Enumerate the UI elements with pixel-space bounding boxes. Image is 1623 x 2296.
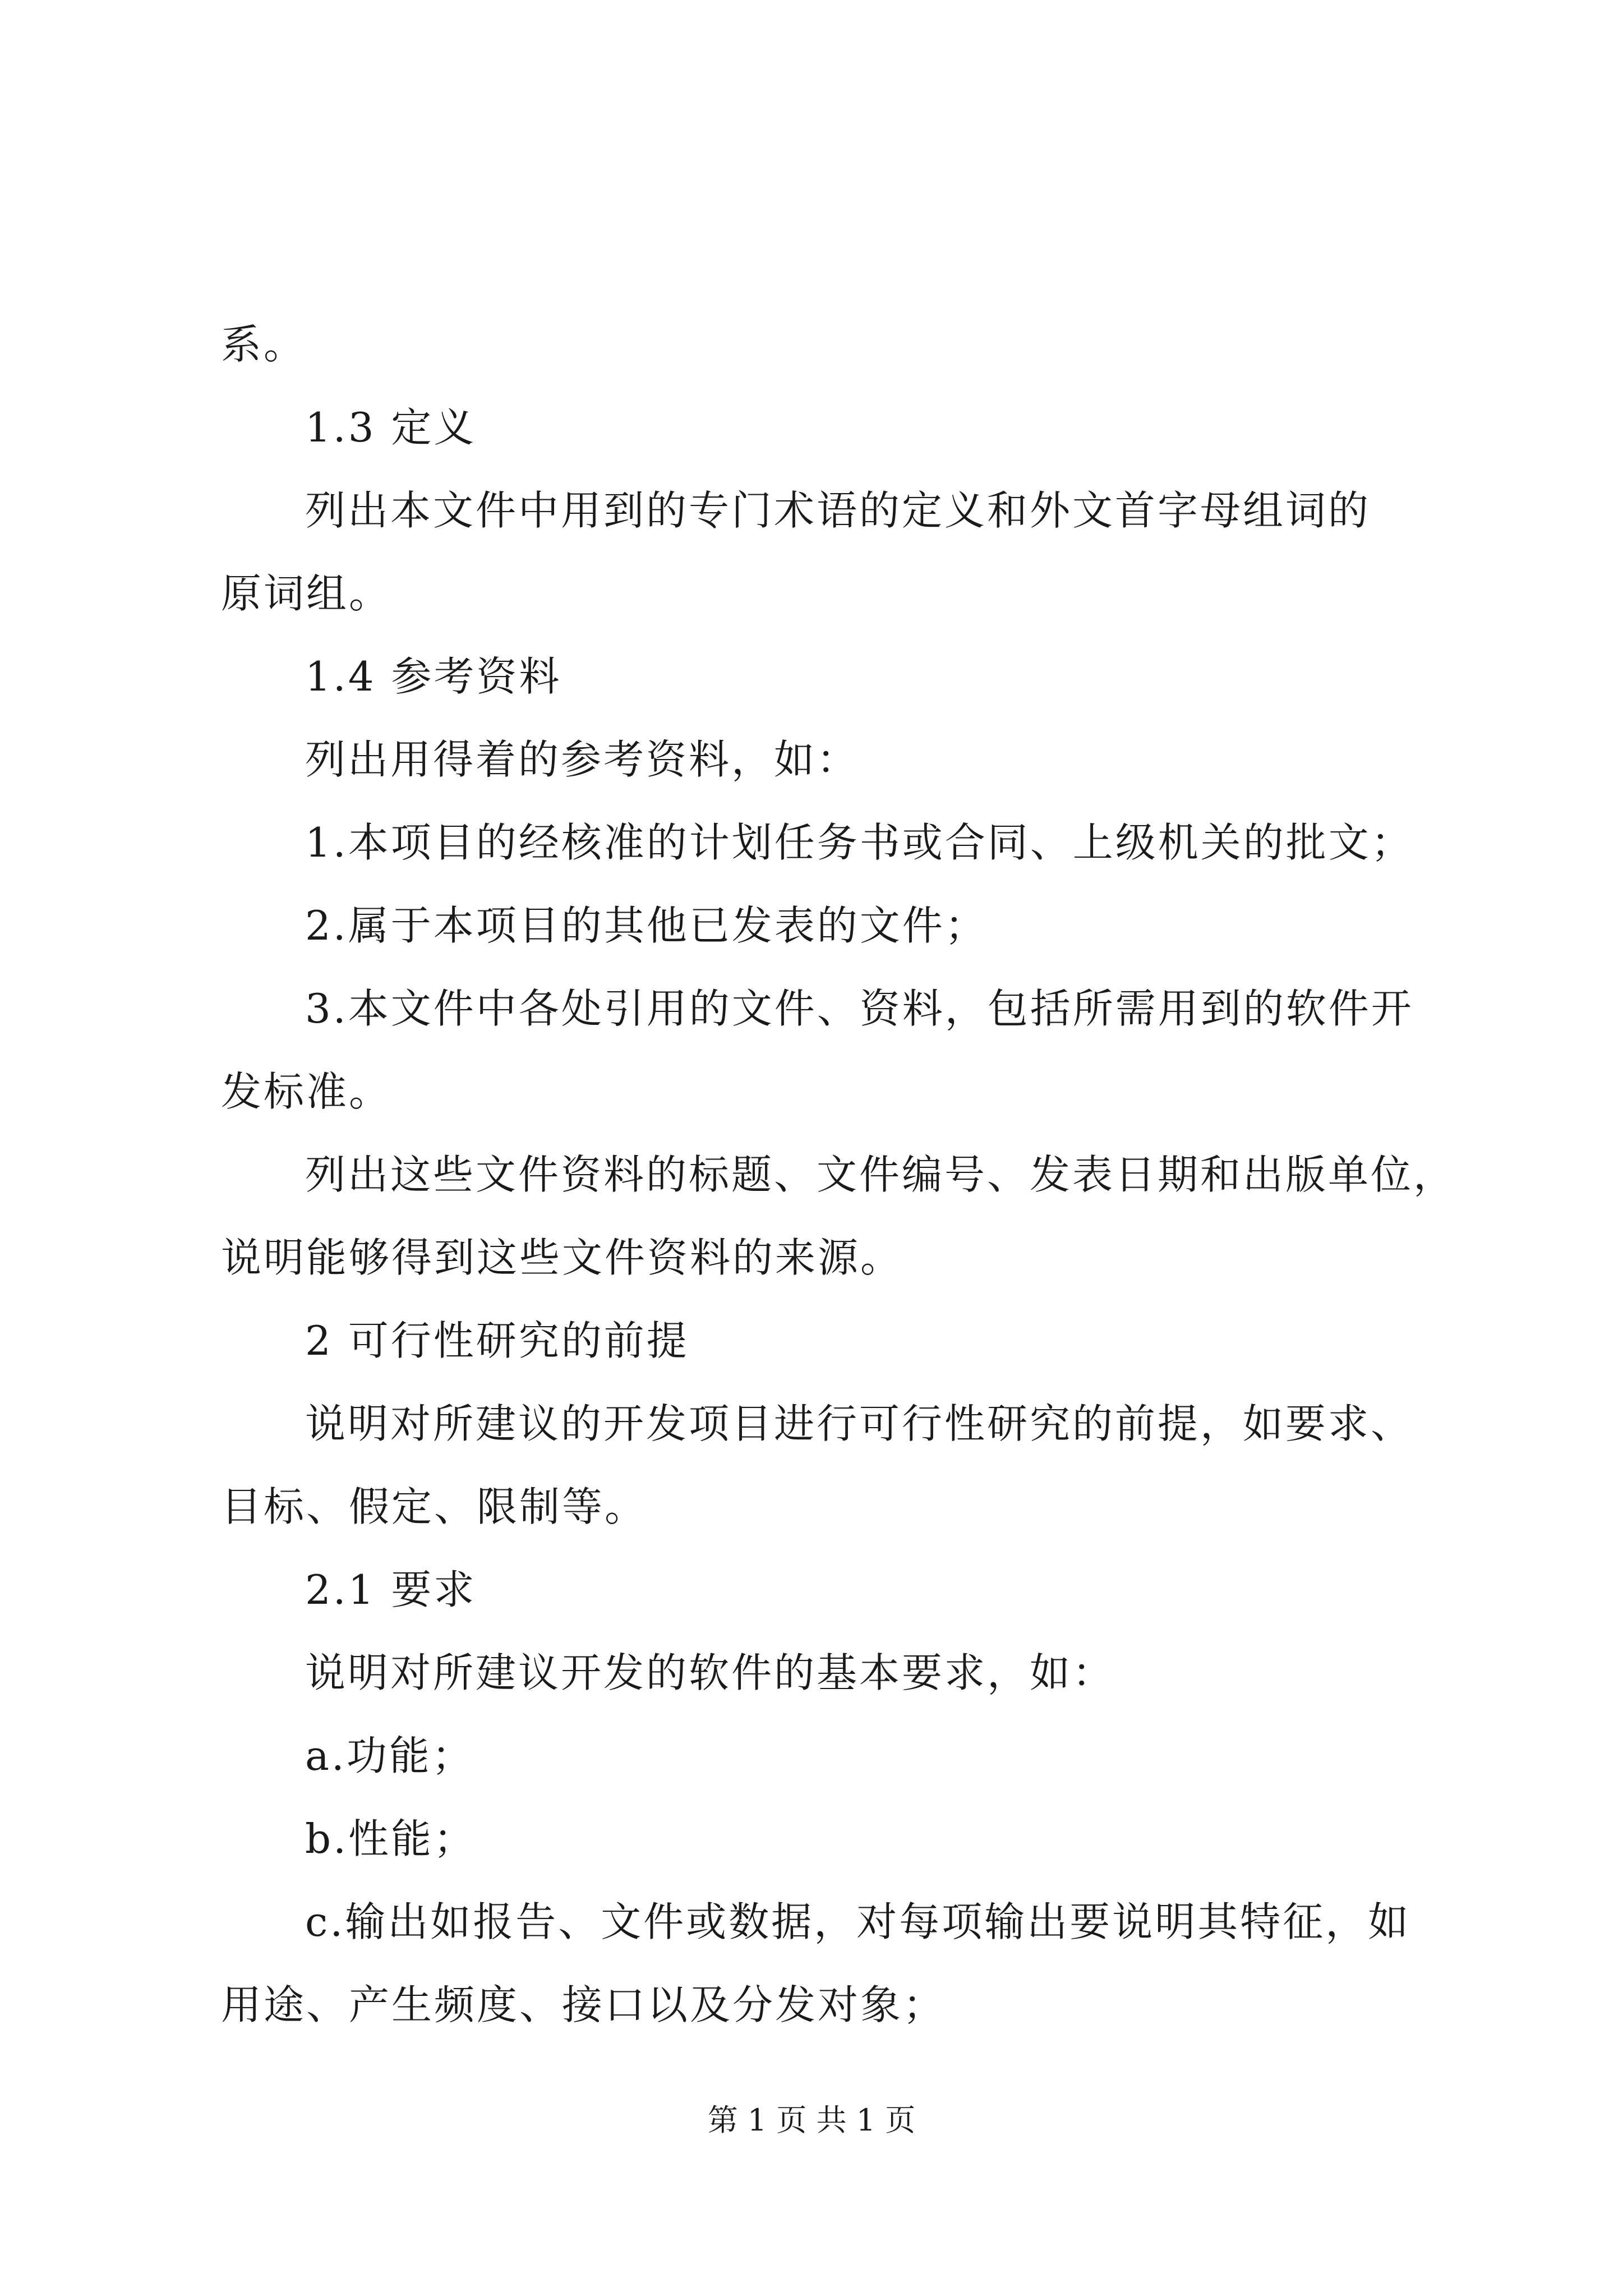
paragraph-line: 目标、假定、限制等。 (221, 1483, 648, 1530)
paragraph-line: 说明能够得到这些文件资料的来源。 (221, 1234, 903, 1281)
list-item-continuation: 发标准。 (221, 1068, 392, 1115)
list-item: 2.属于本项目的其他已发表的文件； (305, 902, 988, 949)
list-item: c.输出如报告、文件或数据，对每项输出要说明其特征，如 (305, 1898, 1411, 1945)
list-item: 1.本项目的经核准的计划任务书或合同、上级机关的批文； (305, 819, 1414, 866)
paragraph-line: 说明对所建议的开发项目进行可行性研究的前提，如要求、 (305, 1400, 1414, 1447)
paragraph-line: 列出用得着的参考资料，如： (305, 736, 860, 783)
list-item-continuation: 用途、产生频度、接口以及分发对象； (221, 1981, 946, 2028)
text-line-continuation: 系。 (221, 321, 307, 368)
section-heading-1-4: 1.4 参考资料 (305, 653, 562, 700)
list-item: a.功能； (305, 1732, 474, 1779)
section-heading-2-1: 2.1 要求 (305, 1566, 477, 1613)
paragraph-line: 列出本文件中用到的专门术语的定义和外文首字母组词的 (305, 487, 1371, 534)
list-item: b.性能； (305, 1815, 476, 1862)
paragraph-line: 原词组。 (221, 570, 392, 617)
page-number-footer: 第 1 页 共 1 页 (707, 2102, 916, 2138)
list-item: 3.本文件中各处引用的文件、资料，包括所需用到的软件开 (305, 985, 1414, 1032)
section-heading-1-3: 1.3 定义 (305, 404, 477, 451)
document-body (221, 303, 1456, 2046)
paragraph-line: 列出这些文件资料的标题、文件编号、发表日期和出版单位， (305, 1151, 1456, 1198)
paragraph-line: 说明对所建议开发的软件的基本要求，如： (305, 1649, 1115, 1696)
section-heading-2: 2 可行性研究的前提 (305, 1317, 689, 1364)
